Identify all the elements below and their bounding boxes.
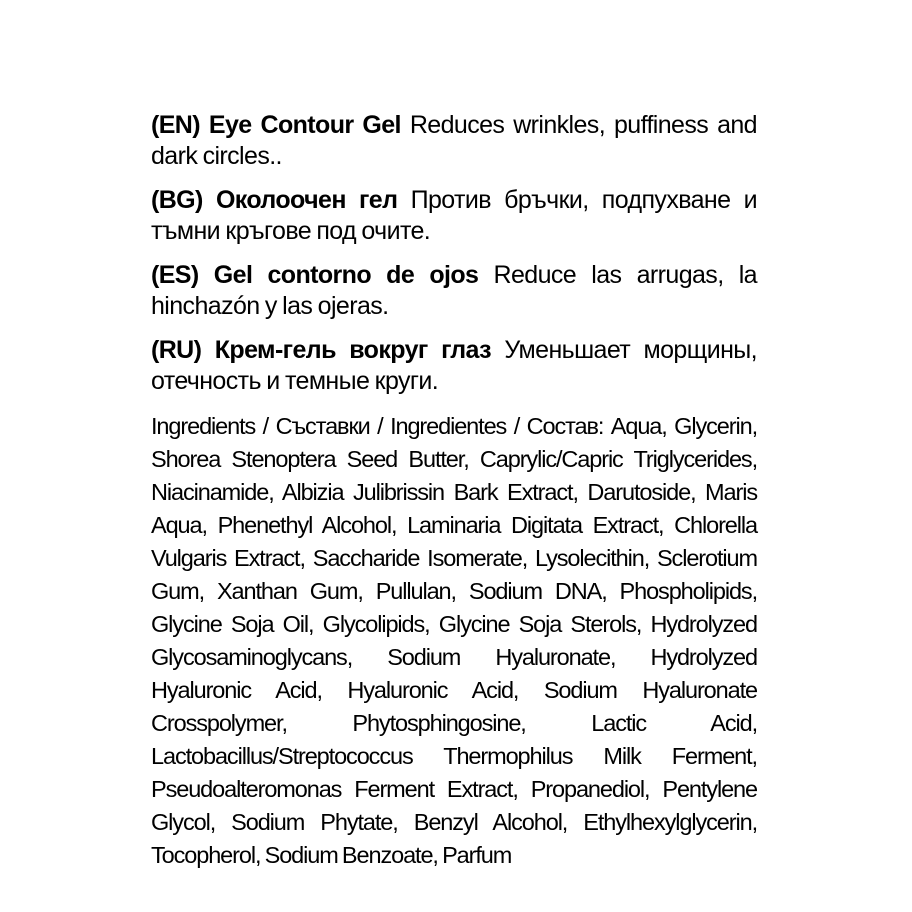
section-bg	[151, 185, 757, 247]
language-code-en: (EN)	[151, 111, 200, 139]
product-name-ru: Крем-гель вокруг глаз	[214, 336, 491, 364]
product-label	[151, 110, 757, 872]
section-en	[151, 110, 757, 172]
description-ru: Уменьшает морщины, отечность и темные круги.	[151, 336, 757, 395]
section-es	[151, 260, 757, 322]
product-name-en: Eye Contour Gel	[208, 111, 401, 139]
section-ru	[151, 335, 757, 397]
product-name-bg: Околоочен гел	[215, 186, 398, 214]
product-name-es: Gel contorno de ojos	[213, 261, 479, 289]
description-es: Reduce las arrugas, la hinchazón y las ojeras.	[151, 261, 757, 320]
ingredients-list: Ingredients / Съставки / Ingredientes / Состав: Aqua, Glycerin, Shorea Stenoptera Seed Butter, Caprylic/Capric Triglycerides, Niacinamide, Albizia Julibrissin Bark Extract, Darutoside, Maris Aqua, Phenethyl Alcohol, Laminaria Digitata Extract, Chlorella Vulgaris Extract, Saccharide Isomerate, Lysolecithin, Sclerotium Gum, Xanthan Gum, Pullulan, Sodium DNA, Phospholipids, Glycine Soja Oil, Glycolipids, Glycine Soja Sterols, Hydrolyzed Glycosaminoglycans, Sodium Hyaluronate, Hydrolyzed Hyaluronic Acid, Hyaluronic Acid, Sodium Hyaluronate Crosspolymer, Phytosphingosine, Lactic Acid, Lactobacillus/Streptococcus Thermophilus Milk Ferment, Pseudoalteromonas Ferment Extract, Propanediol, Pentylene Glycol, Sodium Phytate, Benzyl Alcohol, Ethylhexylglycerin, Tocopherol, Sodium Benzoate, Parfum	[151, 413, 757, 868]
description-bg: Против бръчки, подпухване и тъмни кръгове под очите.	[151, 186, 757, 245]
language-code-ru: (RU)	[151, 336, 202, 364]
language-code-bg: (BG)	[151, 186, 203, 214]
language-code-es: (ES)	[151, 261, 199, 289]
description-en: Reduces wrinkles, puffiness and dark circles..	[151, 111, 757, 170]
